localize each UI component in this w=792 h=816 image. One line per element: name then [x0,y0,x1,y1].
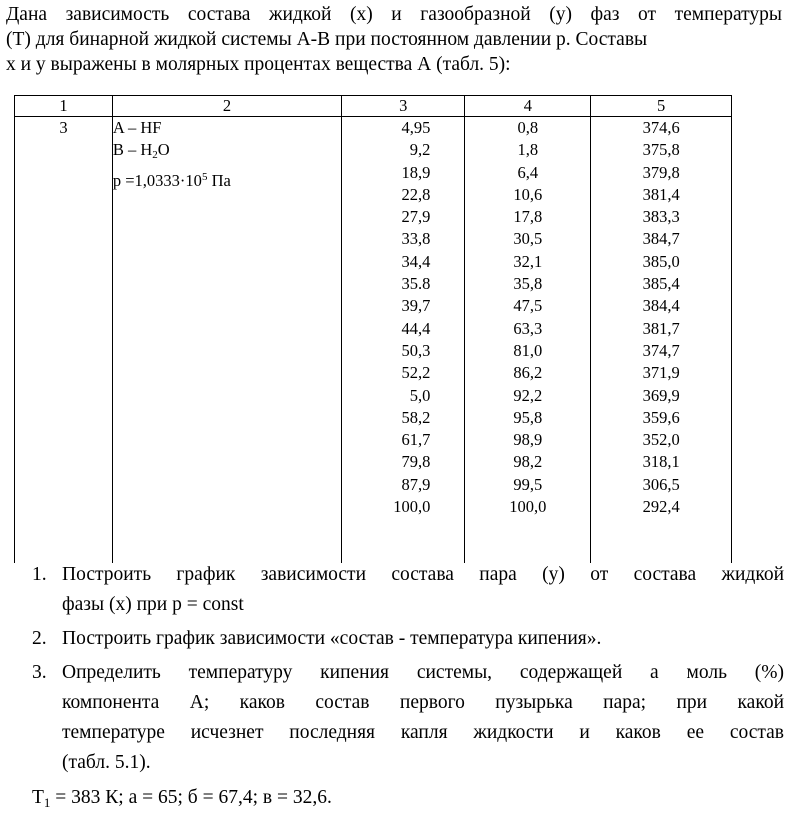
liquid-composition-value: 79,8 [401,452,431,472]
temperature-value: 383,3 [642,207,680,227]
intro-paragraph [6,2,782,77]
liquid-composition-value: 52,2 [401,363,431,383]
temperature-value: 292,4 [642,497,680,517]
temperature-value: 385,0 [642,251,680,271]
vapor-composition-value: 32,1 [513,251,543,271]
temperature-value: 384,7 [642,229,680,249]
temperature-value: 385,4 [642,274,680,294]
task-list [32,560,784,782]
answer-line: $T_1 = 383$ К; а = 65; б = 67,4; в = 32,6. [32,787,332,810]
vapor-composition-value: 1,8 [517,140,539,160]
task-text-line: фазы (х) при p = const [62,594,244,615]
task-number: 3. [32,662,47,683]
intro-line: Дана зависимость состава жидкой (х) и газообразной (у) фаз от температуры [6,4,782,25]
liquid-composition-value: 18,9 [401,162,431,182]
liquid-composition-value: 100,0 [393,497,431,517]
task-text-line: температуре исчезнет последняя капля жидкости и каков ее состав [62,722,784,743]
liquid-composition-value: 50,3 [401,340,431,360]
intro-line: (Т) для бинарной жидкой системы А-В при постоянном давлении р. Составы [6,29,648,50]
vapor-composition-value: 92,2 [513,385,543,405]
temperature-value: 375,8 [642,140,680,160]
liquid-composition-value: 61,7 [401,430,431,450]
temperature-value: 359,6 [642,407,680,427]
system-description-cell [112,117,341,564]
task-text-line: (табл. 5.1). [62,752,151,773]
temperature-value: 352,0 [642,430,680,450]
liquid-composition-value: 58,2 [401,407,431,427]
intro-line: х и у выражены в молярных процентах вещества А (табл. 5): [6,54,511,75]
task-item [32,624,784,654]
vapor-composition-value: 95,8 [513,407,543,427]
temperature-value: 379,8 [642,162,680,182]
table-header-cell: 1 [15,96,113,117]
table-header-cell: 3 [342,96,465,117]
vapor-composition-value: 0,8 [517,118,539,137]
table-row [15,117,732,564]
vapor-composition-value: 10,6 [513,184,543,204]
vapor-composition-value: 6,4 [517,162,539,182]
vapor-composition-value: 30,5 [513,229,543,249]
component-b: B – $H_2O$ [112,140,170,161]
vapor-composition-column [465,117,591,564]
task-text-line: Построить график зависимости «состав - температура кипения». [62,628,602,649]
pressure-value: $p =1,0333\cdot 10^5$ Па [112,171,231,190]
vapor-composition-value: 81,0 [513,340,543,360]
liquid-composition-value: 9,2 [409,140,431,160]
temperature-value: 381,7 [642,318,680,338]
liquid-composition-value: 35.8 [401,274,431,294]
liquid-composition-value: 87,9 [401,474,431,494]
vapor-composition-value: 99,5 [513,474,543,494]
task-item [32,658,784,778]
task-text-line: Определить температуру кипения системы, содержащей а моль (%) [62,662,784,683]
vapor-composition-value: 17,8 [513,207,543,227]
data-table [14,95,732,563]
liquid-composition-value: 39,7 [401,296,431,316]
temperature-value: 371,9 [642,363,680,383]
temperature-value: 369,9 [642,385,680,405]
task-number: 1. [32,564,47,585]
vapor-composition-value: 63,3 [513,318,543,338]
table-header-cell: 4 [465,96,591,117]
component-a: A – HF [112,118,162,137]
vapor-composition-value: 47,5 [513,296,543,316]
task-text-line: Построить график зависимости состава пара (у) от состава жидкой [62,564,784,585]
temperature-value: 384,4 [642,296,680,316]
liquid-composition-column [342,117,465,564]
liquid-composition-value: 34,4 [401,251,431,271]
temperature-value: 374,7 [642,340,680,360]
task-number: 2. [32,628,47,649]
vapor-composition-value: 100,0 [509,497,547,517]
table-header-cell: 2 [112,96,341,117]
liquid-composition-value: 44,4 [401,318,431,338]
liquid-composition-value: 5,0 [409,385,431,405]
temperature-value: 374,6 [642,118,680,137]
liquid-composition-value: 22,8 [401,184,431,204]
table-header-cell: 5 [591,96,732,117]
vapor-composition-value: 98,9 [513,430,543,450]
table-header-row [15,96,732,117]
variant-cell [15,117,113,564]
vapor-composition-value: 98,2 [513,452,543,472]
liquid-composition-value: 4,95 [401,118,431,137]
liquid-composition-value: 33,8 [401,229,431,249]
temperature-value: 306,5 [642,474,680,494]
liquid-composition-value: 27,9 [401,207,431,227]
temperature-value: 318,1 [642,452,680,472]
temperature-value: 381,4 [642,184,680,204]
vapor-composition-value: 86,2 [513,363,543,383]
task-text-line: компонента А; каков состав первого пузырька пара; при какой [62,692,784,713]
task-item [32,560,784,620]
variant-number: 3 [59,118,68,137]
vapor-composition-value: 35,8 [513,274,543,294]
temperature-column [591,117,732,564]
